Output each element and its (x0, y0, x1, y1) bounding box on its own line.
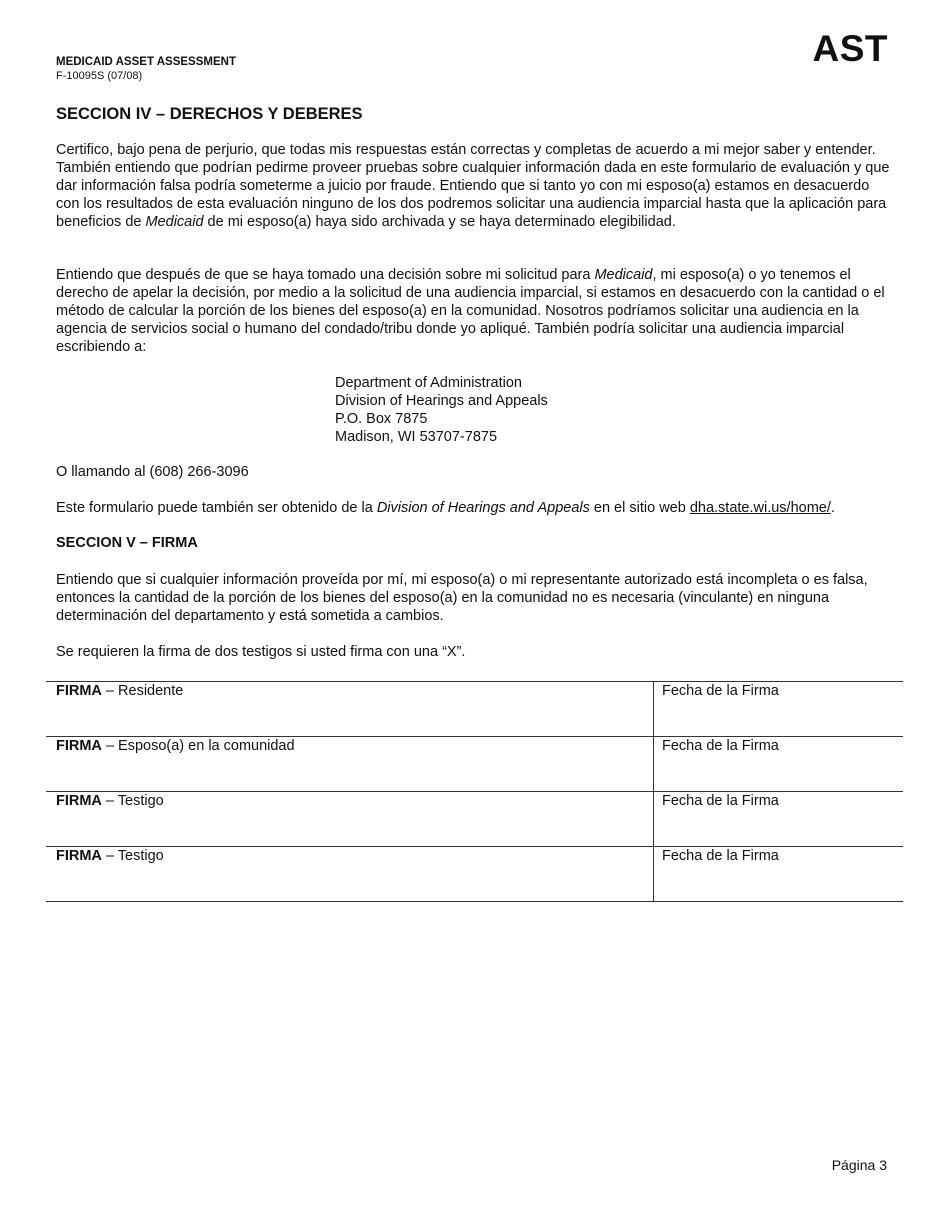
form-number: F-10095S (07/08) (56, 70, 143, 82)
signature-row (46, 792, 903, 847)
section-4-paragraph-2: Entiendo que después de que se haya tomado una decisión sobre mi solicitud para Medicaid, mi esposo(a) o yo tenemos el derecho de apelar la decisión, por medio a la solicitud de una audiencia imparcial, si estamos en desacuerdo con la cantidad o el método de calcular la porción de los bienes del esposo(a) en la comunidad. Nosotros podríamos solicitar una audiencia en la agencia de servicios social o humano del condado/tribu donde yo apliqué. También podría solicitar una audiencia imparcial escribiendo a: (56, 267, 885, 355)
phone-line: O llamando al (608) 266-3096 (56, 464, 249, 480)
section-5-paragraph-1: Entiendo que si cualquier información proveída por mí, mi esposo(a) o mi representante autorizado está incompleta o es falsa, entonces la cantidad de la porción de los bienes del esposo(a) en la comunidad no es necesaria (vinculante) en ninguna determinación del departamento y está sometida a cambios. (56, 572, 868, 624)
form-title: MEDICAID ASSET ASSESSMENT (56, 56, 236, 68)
signature-table (46, 681, 903, 902)
address-line: P.O. Box 7875 (335, 411, 428, 427)
signature-row (46, 682, 903, 737)
section-5-paragraph-2: Se requieren la firma de dos testigos si usted firma con una “X”. (56, 644, 466, 660)
signature-field-resident[interactable]: FIRMA – Residente (46, 682, 654, 737)
address-line: Division of Hearings and Appeals (335, 393, 548, 409)
signature-field-witness-2[interactable]: FIRMA – Testigo (46, 847, 654, 902)
website-line: Este formulario puede también ser obtenido de la Division of Hearings and Appeals en el sitio web dha.state.wi.us/home/. (56, 500, 835, 516)
signature-date-field[interactable]: Fecha de la Firma (654, 792, 904, 847)
website-link[interactable]: dha.state.wi.us/home/ (689, 500, 831, 516)
signature-field-witness-1[interactable]: FIRMA – Testigo (46, 792, 654, 847)
signature-field-spouse[interactable]: FIRMA – Esposo(a) en la comunidad (46, 737, 654, 792)
signature-row (46, 847, 903, 902)
form-code: AST (812, 28, 888, 69)
address-line: Madison, WI 53707-7875 (335, 429, 498, 445)
mailing-address (335, 374, 548, 446)
signature-date-field[interactable]: Fecha de la Firma (654, 847, 904, 902)
signature-date-field[interactable]: Fecha de la Firma (654, 737, 904, 792)
section-4-title: SECCION IV – DERECHOS Y DEBERES (56, 105, 363, 123)
address-line: Department of Administration (335, 375, 522, 391)
page-number: Página 3 (831, 1157, 887, 1173)
section-4-paragraph-1: Certifico, bajo pena de perjurio, que todas mis respuestas están correctas y completas de acuerdo a mi mejor saber y entender. También entiendo que podrían pedirme proveer pruebas sobre cualquier información dada en este formulario de evaluación y que dar información falsa podría someterme a juicio por fraude. Entiendo que si tanto yo con mi esposo(a) estamos en desacuerdo con los resultados de esta evaluación ninguno de los dos podremos solicitar una audiencia imparcial hasta que la aplicación para beneficios de Medicaid de mi esposo(a) haya sido archivada y se haya determinado elegibilidad. (56, 142, 890, 230)
signature-date-field[interactable]: Fecha de la Firma (654, 682, 904, 737)
section-5-title: SECCION V – FIRMA (56, 535, 198, 551)
signature-row (46, 737, 903, 792)
